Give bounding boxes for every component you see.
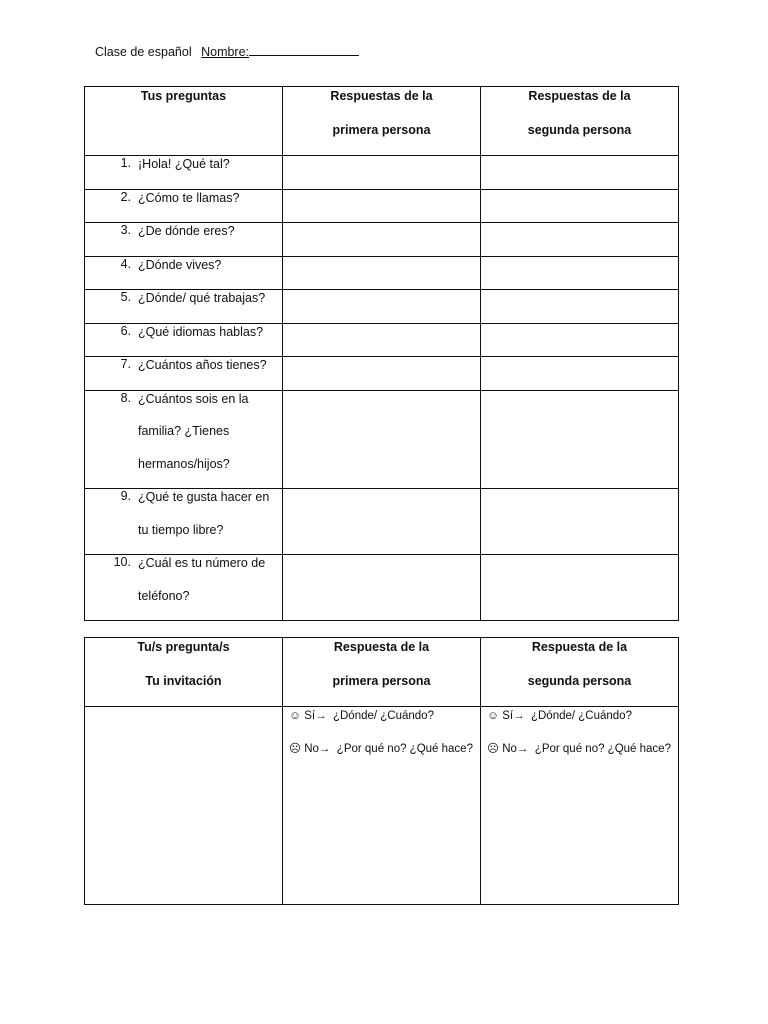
second-person-answer-cell[interactable] <box>481 357 679 391</box>
question-text <box>138 489 282 554</box>
questions-header-row <box>85 87 679 156</box>
arrow-right-icon: → <box>315 710 327 722</box>
question-row <box>85 189 679 223</box>
header-line: Respuestas de la <box>528 89 631 103</box>
first-person-answer-cell[interactable] <box>283 390 481 489</box>
no-label: No <box>502 743 517 755</box>
first-person-answer-cell[interactable] <box>283 290 481 324</box>
question-line: ¿Dónde vives? <box>138 257 222 272</box>
question-cell <box>85 323 283 357</box>
question-cell <box>85 555 283 621</box>
question-cell <box>85 189 283 223</box>
question-text <box>138 290 282 323</box>
header-line: primera persona <box>332 674 431 688</box>
second-person-answer-cell[interactable] <box>481 707 679 905</box>
question-number: 5. <box>120 290 131 304</box>
question-line: hermanos/hijos? <box>138 456 230 471</box>
no-option <box>289 740 480 773</box>
question-row <box>85 555 679 621</box>
smiley-face-icon: ☺ <box>487 710 499 722</box>
second-person-answer-cell[interactable] <box>481 489 679 555</box>
question-line: ¿Qué idiomas hablas? <box>138 324 264 339</box>
question-line: ¿Cuántos sois en la <box>138 391 249 406</box>
question-number: 9. <box>120 489 131 503</box>
no-label: No <box>304 743 319 755</box>
second-person-answer-cell[interactable] <box>481 555 679 621</box>
arrow-right-icon: → <box>318 743 331 755</box>
question-number: 8. <box>120 390 131 405</box>
question-cell <box>85 290 283 324</box>
question-row <box>85 290 679 324</box>
yes-option <box>289 707 480 740</box>
first-person-answer-cell[interactable] <box>283 707 481 905</box>
header-tu-pregunta <box>85 638 283 707</box>
invitation-write-cell[interactable] <box>85 707 283 905</box>
header-line: Tus preguntas <box>140 89 227 103</box>
arrow-right-icon: → <box>516 743 529 755</box>
no-prompt: ¿Por qué no? ¿Qué hace? <box>336 743 473 755</box>
second-person-answer-cell[interactable] <box>481 189 679 223</box>
question-cell <box>85 489 283 555</box>
question-text <box>138 190 282 223</box>
second-person-answer-cell[interactable] <box>481 156 679 190</box>
second-person-answer-cell[interactable] <box>481 256 679 290</box>
first-person-answer-cell[interactable] <box>283 223 481 257</box>
question-text <box>138 391 282 489</box>
question-row <box>85 357 679 391</box>
question-line: ¿De dónde eres? <box>138 224 235 238</box>
header-line: segunda persona <box>527 674 632 688</box>
header-first-person <box>283 87 481 156</box>
question-text <box>138 257 282 290</box>
question-cell <box>85 156 283 190</box>
question-number: 1. <box>120 156 131 170</box>
question-line: ¡Hola! ¿Qué tal? <box>138 157 230 171</box>
question-number: 3. <box>120 223 131 237</box>
yes-label: Sí <box>502 710 514 722</box>
question-row <box>85 323 679 357</box>
question-number: 4. <box>120 256 131 271</box>
question-text <box>138 324 282 357</box>
first-person-answer-cell[interactable] <box>283 189 481 223</box>
header-first-person <box>283 638 481 707</box>
no-prompt: ¿Por qué no? ¿Qué hace? <box>534 743 671 755</box>
question-line: ¿Cuántos años tienes? <box>138 358 267 372</box>
question-cell <box>85 223 283 257</box>
frowning-face-icon: ☹ <box>289 743 301 755</box>
worksheet-header <box>95 43 359 59</box>
first-person-answer-cell[interactable] <box>283 156 481 190</box>
questions-table <box>84 86 679 621</box>
question-number: 2. <box>120 189 131 204</box>
name-label: Nombre: <box>201 45 250 59</box>
question-cell <box>85 390 283 489</box>
yes-prompt: ¿Dónde/ ¿Cuándo? <box>332 710 434 722</box>
arrow-right-icon: → <box>513 710 525 722</box>
question-row <box>85 489 679 555</box>
question-number: 10. <box>113 555 131 569</box>
question-text <box>138 223 282 256</box>
question-line: ¿Qué te gusta hacer en <box>138 490 270 504</box>
question-number: 7. <box>120 357 131 371</box>
question-text <box>138 156 282 189</box>
second-person-answer-cell[interactable] <box>481 390 679 489</box>
question-line: familia? ¿Tienes <box>138 424 230 438</box>
header-line: segunda persona <box>527 123 632 137</box>
question-text <box>138 357 282 390</box>
first-person-answer-cell[interactable] <box>283 555 481 621</box>
question-cell <box>85 256 283 290</box>
yes-option <box>487 707 678 740</box>
question-row <box>85 223 679 257</box>
header-line: Respuestas de la <box>330 89 433 103</box>
header-line: Respuesta de la <box>333 640 430 654</box>
question-line: ¿Cuál es tu número de <box>138 556 266 570</box>
invitation-body-row <box>85 707 679 905</box>
invitation-header-row <box>85 638 679 707</box>
yes-label: Sí <box>304 710 316 722</box>
question-line: tu tiempo libre? <box>138 522 224 537</box>
question-line: teléfono? <box>138 588 190 603</box>
first-person-answer-cell[interactable] <box>283 323 481 357</box>
smiley-face-icon: ☺ <box>289 710 301 722</box>
header-line: Tu invitación <box>145 674 222 688</box>
second-person-answer-cell[interactable] <box>481 223 679 257</box>
question-text <box>138 555 282 620</box>
invitation-table <box>84 637 679 905</box>
question-number: 6. <box>120 323 131 338</box>
no-option <box>487 740 678 773</box>
header-line: Respuesta de la <box>531 640 628 654</box>
second-person-answer-cell[interactable] <box>481 323 679 357</box>
frowning-face-icon: ☹ <box>487 743 499 755</box>
question-line: ¿Dónde/ qué trabajas? <box>138 291 266 305</box>
first-person-answer-cell[interactable] <box>283 256 481 290</box>
header-line: Tu/s pregunta/s <box>137 640 230 654</box>
header-second-person <box>481 638 679 707</box>
header-second-person <box>481 87 679 156</box>
yes-prompt: ¿Dónde/ ¿Cuándo? <box>530 710 632 722</box>
question-row <box>85 256 679 290</box>
second-person-answer-cell[interactable] <box>481 290 679 324</box>
first-person-answer-cell[interactable] <box>283 489 481 555</box>
question-row <box>85 156 679 190</box>
first-person-answer-cell[interactable] <box>283 357 481 391</box>
question-line: ¿Cómo te llamas? <box>138 190 240 205</box>
question-row <box>85 390 679 489</box>
question-cell <box>85 357 283 391</box>
class-label: Clase de español <box>95 45 192 59</box>
header-tus-preguntas <box>85 87 283 156</box>
header-line: primera persona <box>332 123 431 137</box>
name-blank-field[interactable] <box>249 43 359 56</box>
